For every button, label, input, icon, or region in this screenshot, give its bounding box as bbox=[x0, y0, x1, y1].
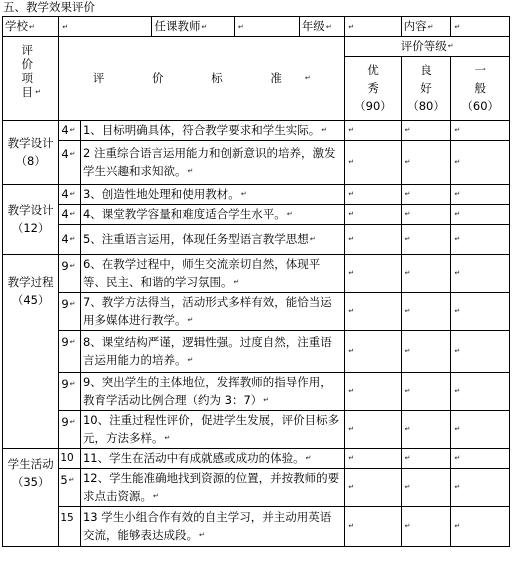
score-cell: 9↵ bbox=[59, 410, 81, 448]
grade-average-cell[interactable]: ↵ bbox=[451, 506, 510, 546]
grade-average-cell[interactable]: ↵ bbox=[451, 140, 510, 184]
grade-good-cell[interactable]: ↵ bbox=[401, 372, 451, 410]
level-excellent-header: 优秀 （90） bbox=[345, 56, 401, 120]
criterion-text: 9、突出学生的主体地位，发挥教师的指导作用，教育学活动比例合理（约为 3：7）↵ bbox=[80, 372, 344, 410]
grade-good-cell[interactable]: ↵ bbox=[401, 204, 451, 224]
grade-excellent-cell[interactable]: ↵ bbox=[345, 292, 401, 330]
grade-good-cell[interactable]: ↵ bbox=[401, 120, 451, 140]
criterion-text: 12、学生能准确地找到资源的位置，并按教师的要求点击资源。↵ bbox=[80, 468, 344, 506]
score-cell: 4↵ bbox=[59, 204, 81, 224]
grade-excellent-cell[interactable]: ↵ bbox=[345, 204, 401, 224]
grade-good-cell[interactable]: ↵ bbox=[401, 254, 451, 292]
score-cell: 15 bbox=[59, 506, 81, 546]
criteria-row bbox=[3, 184, 510, 204]
grade-average-cell[interactable]: ↵ bbox=[451, 372, 510, 410]
criteria-row bbox=[3, 372, 510, 410]
grade-average-cell[interactable]: ↵ bbox=[451, 254, 510, 292]
level-group-header: 评价等级↵ bbox=[345, 36, 510, 56]
score-cell: 5↵ bbox=[59, 468, 81, 506]
criteria-row bbox=[3, 140, 510, 184]
criterion-text: 11、学生在活动中有成就感或成功的体验。↵ bbox=[80, 448, 344, 468]
criteria-row bbox=[3, 330, 510, 372]
school-value-cell[interactable]: ↵ bbox=[59, 17, 152, 37]
criterion-text: 1、目标明确具体，符合教学要求和学生实际。↵ bbox=[80, 120, 344, 140]
header-info-row bbox=[3, 17, 510, 37]
grade-good-cell[interactable]: ↵ bbox=[401, 140, 451, 184]
grade-average-cell[interactable]: ↵ bbox=[451, 184, 510, 204]
score-cell: 4↵ bbox=[59, 224, 81, 254]
criteria-header-cell: 评 价 标 准↵ bbox=[59, 36, 345, 120]
category-cell: 教学设计 （8） bbox=[3, 120, 59, 184]
criterion-text: 10、注重过程性评价，促进学生发展，评价目标多元，方法多样。↵ bbox=[80, 410, 344, 448]
grade-average-cell[interactable]: ↵ bbox=[451, 448, 510, 468]
grade-good-cell[interactable]: ↵ bbox=[401, 224, 451, 254]
score-cell: 9↵ bbox=[59, 254, 81, 292]
grade-good-cell[interactable]: ↵ bbox=[401, 330, 451, 372]
grade-good-cell[interactable]: ↵ bbox=[401, 184, 451, 204]
grade-excellent-cell[interactable]: ↵ bbox=[345, 330, 401, 372]
level-average-header: 一般 （60） bbox=[451, 56, 510, 120]
grade-average-cell[interactable]: ↵ bbox=[451, 120, 510, 140]
grade-average-cell[interactable]: ↵ bbox=[451, 468, 510, 506]
content-value-cell[interactable]: ↵ bbox=[451, 17, 510, 37]
page-title: 五、教学效果评价 bbox=[3, 0, 95, 14]
criteria-row bbox=[3, 506, 510, 546]
criteria-row bbox=[3, 254, 510, 292]
score-cell: 10 bbox=[59, 448, 81, 468]
category-cell: 教学过程 （45） bbox=[3, 254, 59, 448]
grade-average-cell[interactable]: ↵ bbox=[451, 330, 510, 372]
criteria-row bbox=[3, 468, 510, 506]
grade-average-cell[interactable]: ↵ bbox=[451, 292, 510, 330]
grade-excellent-cell[interactable]: ↵ bbox=[345, 468, 401, 506]
criteria-row bbox=[3, 120, 510, 140]
grade-excellent-cell[interactable]: ↵ bbox=[345, 506, 401, 546]
teacher-label-cell: 任课教师↵ bbox=[152, 17, 234, 37]
grade-excellent-cell[interactable]: ↵ bbox=[345, 372, 401, 410]
grade-average-cell[interactable]: ↵ bbox=[451, 224, 510, 254]
criterion-text: 5、注重语言运用，体现任务型语言教学思想↵ bbox=[80, 224, 344, 254]
grade-excellent-cell[interactable]: ↵ bbox=[345, 224, 401, 254]
grade-excellent-cell[interactable]: ↵ bbox=[345, 140, 401, 184]
criterion-text: 3、创造性地处理和使用教材。↵ bbox=[80, 184, 344, 204]
grade-excellent-cell[interactable]: ↵ bbox=[345, 184, 401, 204]
grade-label-cell: 年级↵ bbox=[299, 17, 345, 37]
criteria-row bbox=[3, 292, 510, 330]
criterion-text: 13 学生小组合作有效的自主学习，并主动用英语交流，能够表达成段。↵ bbox=[80, 506, 344, 546]
grade-excellent-cell[interactable]: ↵ bbox=[345, 120, 401, 140]
grade-value-cell[interactable]: ↵ bbox=[345, 17, 401, 37]
level-good-header: 良好 （80） bbox=[401, 56, 451, 120]
content-label-cell: 内容↵ bbox=[401, 17, 451, 37]
score-cell: 4↵ bbox=[59, 120, 81, 140]
teacher-value-cell[interactable]: ↵ bbox=[234, 17, 299, 37]
criterion-text: 8、课堂结构严谨，逻辑性强。过度自然，注重语言运用能力的培养。↵ bbox=[80, 330, 344, 372]
grade-good-cell[interactable]: ↵ bbox=[401, 506, 451, 546]
category-cell: 学生活动 （35） bbox=[3, 448, 59, 546]
item-header-cell: 评价项目 ↵ bbox=[3, 36, 59, 120]
criteria-row bbox=[3, 204, 510, 224]
grade-excellent-cell[interactable]: ↵ bbox=[345, 448, 401, 468]
grade-good-cell[interactable]: ↵ bbox=[401, 292, 451, 330]
score-cell: 9↵ bbox=[59, 372, 81, 410]
grade-average-cell[interactable]: ↵ bbox=[451, 204, 510, 224]
score-cell: 4↵ bbox=[59, 184, 81, 204]
grade-excellent-cell[interactable]: ↵ bbox=[345, 254, 401, 292]
criterion-text: 7、教学方法得当，活动形式多样有效，能恰当运用多媒体进行教学。↵ bbox=[80, 292, 344, 330]
grade-average-cell[interactable]: ↵ bbox=[451, 410, 510, 448]
evaluation-table bbox=[2, 16, 510, 547]
score-cell: 9↵ bbox=[59, 330, 81, 372]
grade-good-cell[interactable]: ↵ bbox=[401, 468, 451, 506]
criteria-row bbox=[3, 448, 510, 468]
grade-good-cell[interactable]: ↵ bbox=[401, 448, 451, 468]
criterion-text: 6、在教学过程中，师生交流亲切自然，体现平等、民主、和谐的学习氛围。↵ bbox=[80, 254, 344, 292]
school-label-cell: 学校↵ bbox=[3, 17, 59, 37]
criterion-text: 2 注重综合语言运用能力和创新意识的培养，激发学生兴趣和求知欲。↵ bbox=[80, 140, 344, 184]
criteria-row bbox=[3, 224, 510, 254]
grade-excellent-cell[interactable]: ↵ bbox=[345, 410, 401, 448]
category-cell: 教学设计 （12） bbox=[3, 184, 59, 254]
grade-good-cell[interactable]: ↵ bbox=[401, 410, 451, 448]
criteria-row bbox=[3, 410, 510, 448]
score-cell: 4↵ bbox=[59, 140, 81, 184]
criterion-text: 4、课堂教学容量和难度适合学生水平。↵ bbox=[80, 204, 344, 224]
score-cell: 9↵ bbox=[59, 292, 81, 330]
